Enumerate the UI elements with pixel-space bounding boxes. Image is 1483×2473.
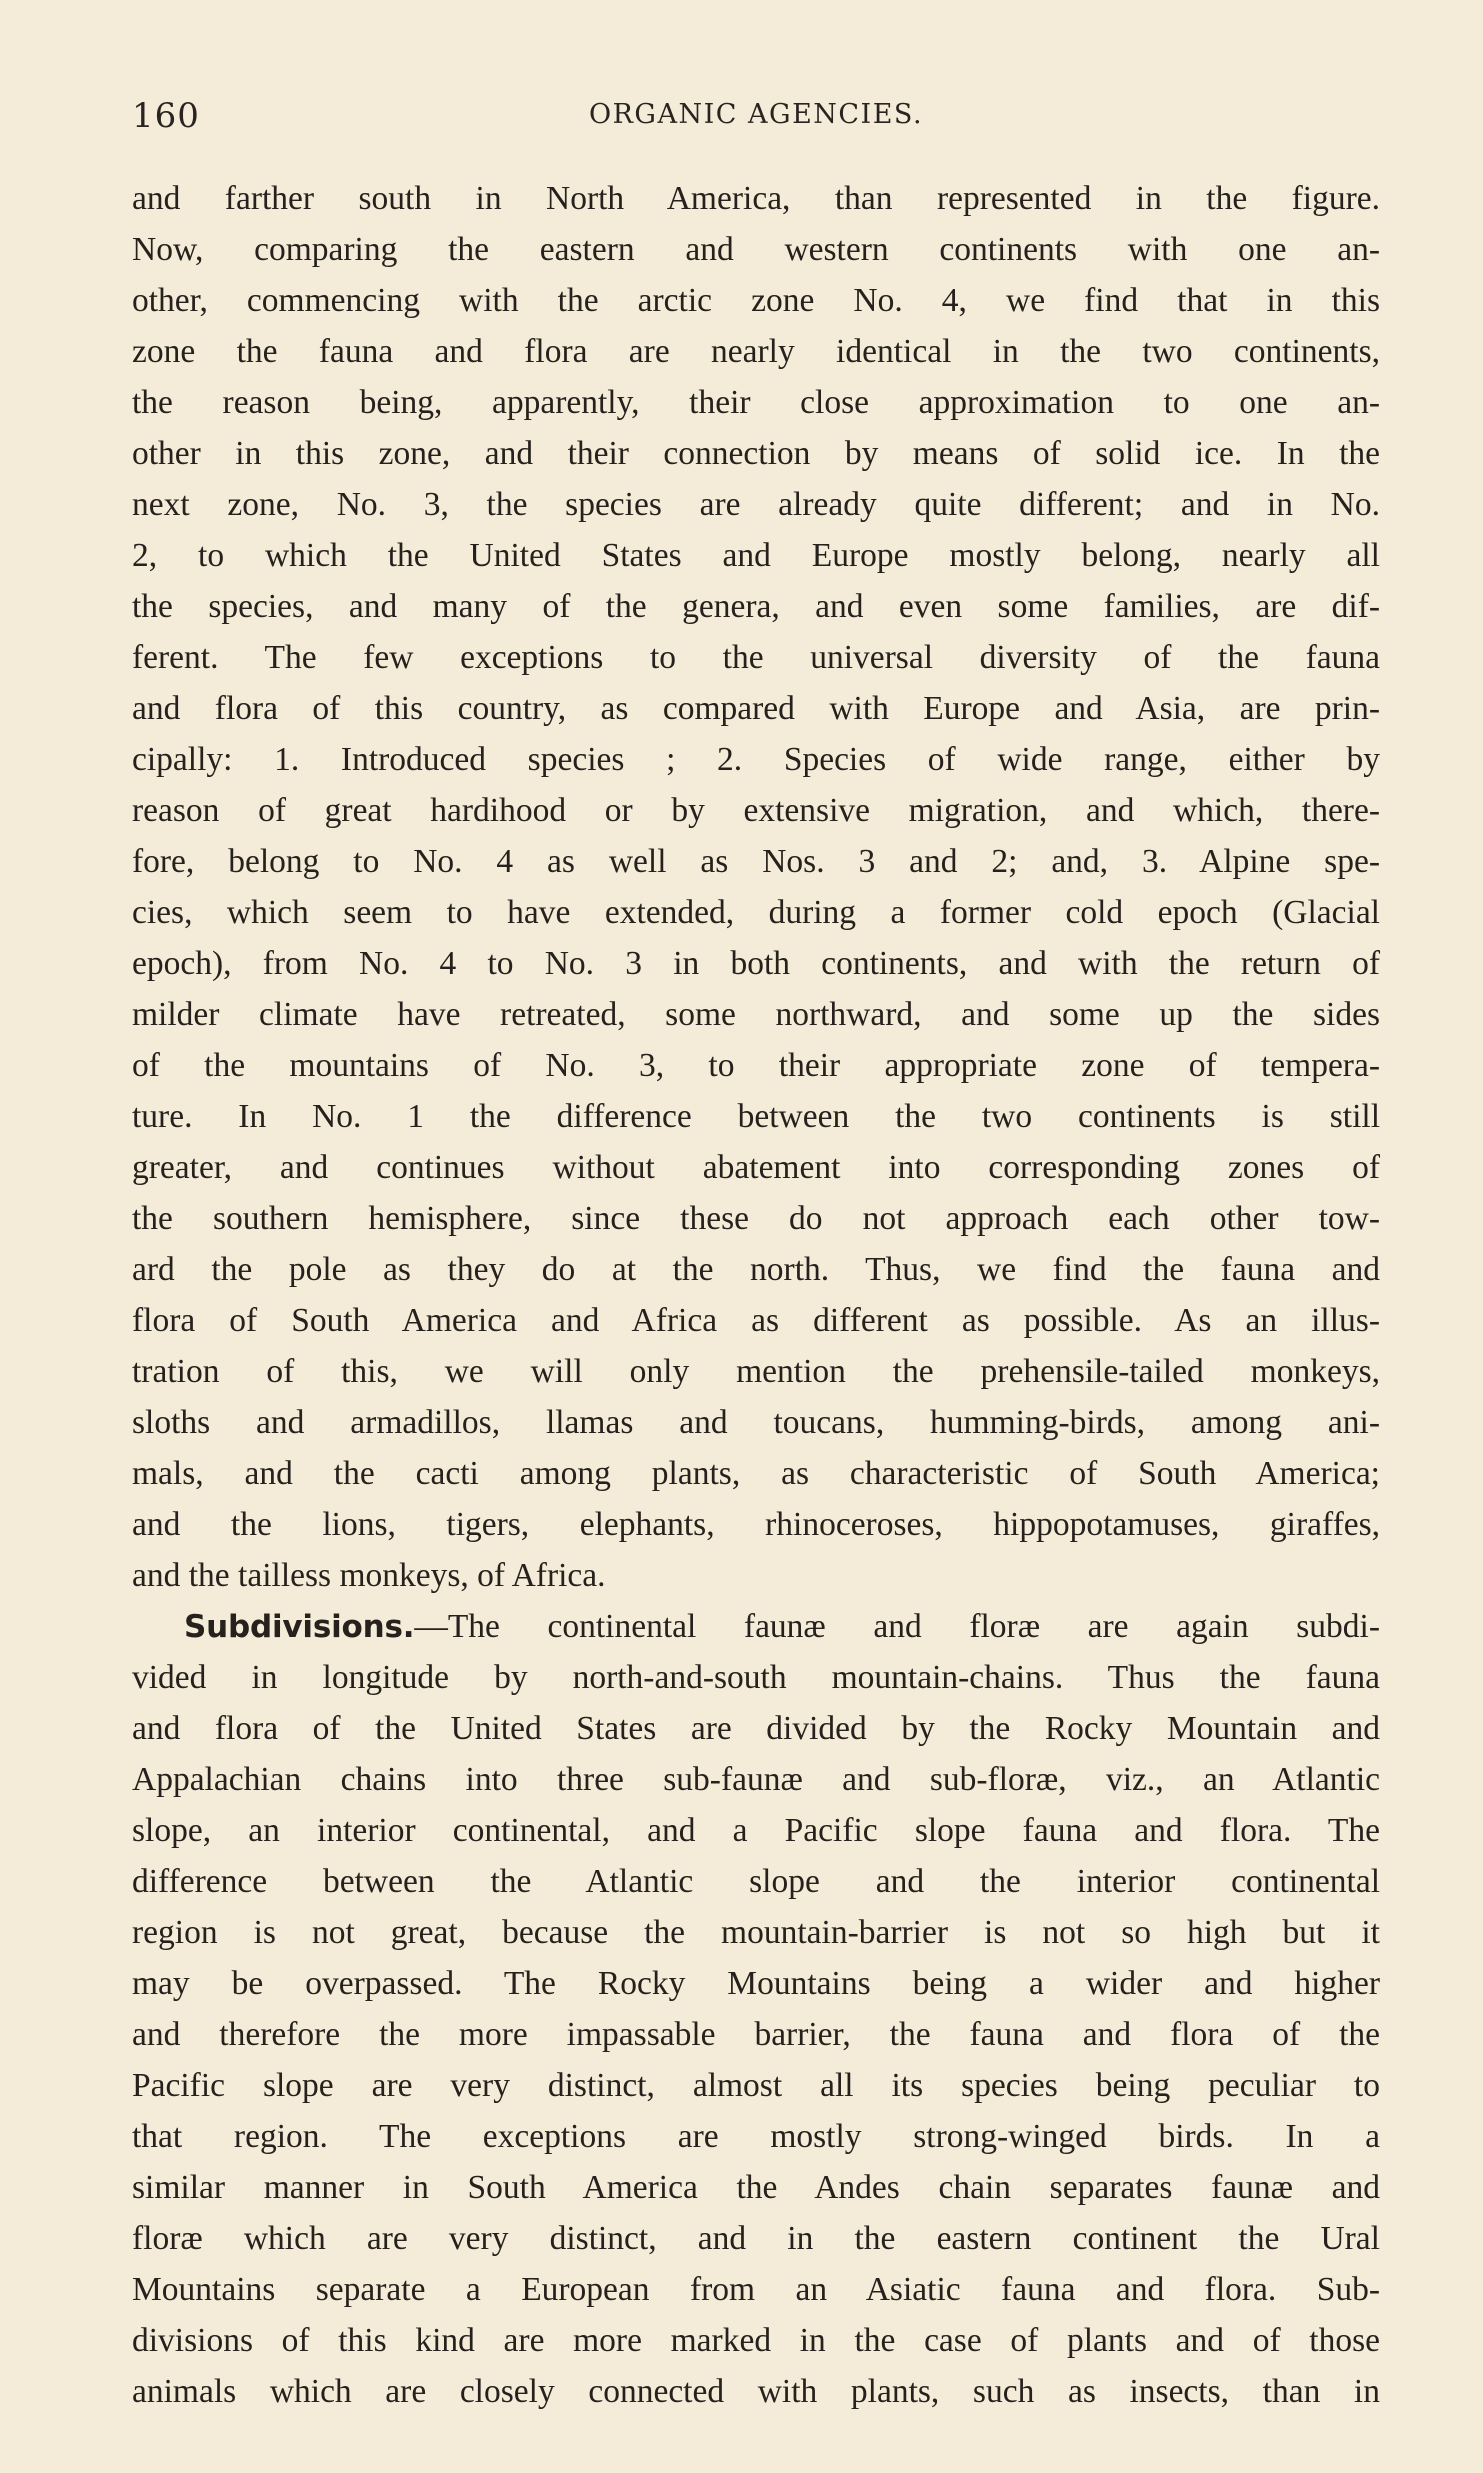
text-line: similar manner in South America the Andes chain separates faunæ and	[132, 2169, 1380, 2206]
text-line: of the mountains of No. 3, to their appropriate zone of tempera-	[132, 1047, 1380, 1084]
paragraph-2	[132, 1601, 1380, 2417]
text-line: vided in longitude by north-and-south mountain-chains. Thus the fauna	[132, 1659, 1380, 1696]
text-line: reason of great hardihood or by extensive migration, and which, there-	[132, 792, 1380, 829]
text-line: zone the fauna and flora are nearly identical in the two continents,	[132, 333, 1380, 370]
text-line: slope, an interior continental, and a Pacific slope fauna and flora. The	[132, 1812, 1380, 1849]
text-line: and flora of this country, as compared with Europe and Asia, are prin-	[132, 690, 1380, 727]
text-line: milder climate have retreated, some northward, and some up the sides	[132, 996, 1380, 1033]
text-line: fore, belong to No. 4 as well as Nos. 3 and 2; and, 3. Alpine spe-	[132, 843, 1380, 880]
text-line	[132, 1601, 1380, 1652]
text-line: the species, and many of the genera, and even some families, are dif-	[132, 588, 1380, 625]
text-line: ard the pole as they do at the north. Thus, we find the fauna and	[132, 1251, 1380, 1288]
text-line: region is not great, because the mountain-barrier is not so high but it	[132, 1914, 1380, 1951]
text-line: and farther south in North America, than represented in the figure.	[132, 180, 1380, 217]
text-line: animals which are closely connected with plants, such as insects, than in	[132, 2373, 1380, 2410]
text-line: ture. In No. 1 the difference between the two continents is still	[132, 1098, 1380, 1135]
text-line: and therefore the more impassable barrier, the fauna and flora of the	[132, 2016, 1380, 2053]
running-head: ORGANIC AGENCIES.	[588, 99, 924, 130]
text-line: divisions of this kind are more marked in the case of plants and of those	[132, 2322, 1380, 2359]
section-heading: Subdivisions.	[184, 1609, 415, 1645]
text-line: cies, which seem to have extended, during a former cold epoch (Glacial	[132, 894, 1380, 931]
text-line: and flora of the United States are divided by the Rocky Mountain and	[132, 1710, 1380, 1747]
text-line: other, commencing with the arctic zone No. 4, we find that in this	[132, 282, 1380, 319]
text-line: that region. The exceptions are mostly strong-winged birds. In a	[132, 2118, 1380, 2155]
text-line: and the tailless monkeys, of Africa.	[132, 1557, 606, 1594]
text-run: —The continental faunæ and floræ are again subdi-	[414, 1608, 1380, 1645]
text-line: ferent. The few exceptions to the universal diversity of the fauna	[132, 639, 1380, 676]
text-line: flora of South America and Africa as different as possible. As an illus-	[132, 1302, 1380, 1339]
text-line: the southern hemisphere, since these do not approach each other tow-	[132, 1200, 1380, 1237]
page-number: 160	[132, 96, 200, 136]
text-line: next zone, No. 3, the species are already quite different; and in No.	[132, 486, 1380, 523]
page-header	[132, 96, 1380, 136]
text-line: Appalachian chains into three sub-faunæ and sub-floræ, viz., an Atlantic	[132, 1761, 1380, 1798]
text-line: epoch), from No. 4 to No. 3 in both continents, and with the return of	[132, 945, 1380, 982]
text-line: 2, to which the United States and Europe mostly belong, nearly all	[132, 537, 1380, 574]
text-line: may be overpassed. The Rocky Mountains being a wider and higher	[132, 1965, 1380, 2002]
paragraph-1	[132, 173, 1380, 1601]
page-body	[132, 173, 1380, 2417]
text-line: Now, comparing the eastern and western continents with one an-	[132, 231, 1380, 268]
text-line: the reason being, apparently, their close approximation to one an-	[132, 384, 1380, 421]
text-line: floræ which are very distinct, and in the eastern continent the Ural	[132, 2220, 1380, 2257]
text-line: tration of this, we will only mention the prehensile-tailed monkeys,	[132, 1353, 1380, 1390]
text-line: greater, and continues without abatement into corresponding zones of	[132, 1149, 1380, 1186]
text-line: Mountains separate a European from an Asiatic fauna and flora. Sub-	[132, 2271, 1380, 2308]
text-line: mals, and the cacti among plants, as characteristic of South America;	[132, 1455, 1380, 1492]
text-line: and the lions, tigers, elephants, rhinoceroses, hippopotamuses, giraffes,	[132, 1506, 1380, 1543]
text-line: other in this zone, and their connection by means of solid ice. In the	[132, 435, 1380, 472]
text-line: Pacific slope are very distinct, almost all its species being peculiar to	[132, 2067, 1380, 2104]
text-line: sloths and armadillos, llamas and toucans, humming-birds, among ani-	[132, 1404, 1380, 1441]
text-line: difference between the Atlantic slope and the interior continental	[132, 1863, 1380, 1900]
text-line: cipally: 1. Introduced species ; 2. Species of wide range, either by	[132, 741, 1380, 778]
